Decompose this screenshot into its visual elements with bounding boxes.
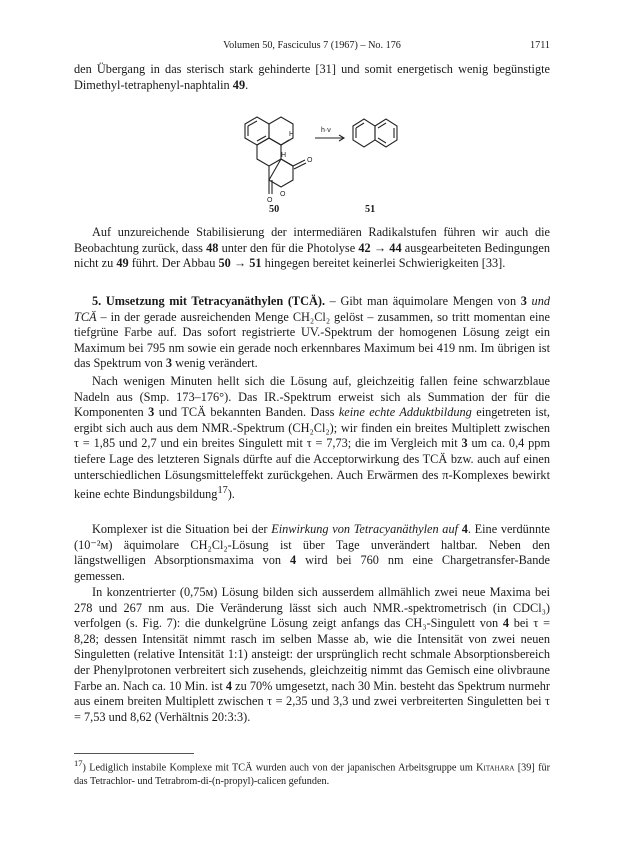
- paragraph-text: – Gibt man äquimolare Mengen von: [325, 294, 521, 308]
- journal-citation: Volumen 50, Fasciculus 7 (1967) – No. 176: [223, 40, 401, 51]
- emphasis-text: Einwirkung von Tetracyanäthylen auf: [271, 522, 459, 536]
- paragraph-text: In konzentrierter (0,75ᴍ) Lösung bilden sich ausserdem allmählich zwei neue Maxima bei 278 und 267 nm aus. Die Veränderung lässt sich auch NMR.-spektrometrisch (in CDCl₃) verfolgen (s. Fig. 7): die dunkelgrüne Lösung zeigt anfangs das CH₃-Singulett von: [74, 585, 550, 631]
- atom-o-label: O: [280, 191, 286, 198]
- section-heading: 5. Umsetzung mit Tetracyanäthylen (TCÄ).: [92, 294, 326, 308]
- compound-ref: 50: [218, 256, 231, 271]
- paragraph-text: um ca. 0,4 ppm tiefere Lage des letzteren Signals dürfte auf die Acceptorwirkung des TCÄ bzw. auch auf einen unterschiedlichen Lösungsmitteleffekt zurückgehen. Auch Erwärmen des π-Komplexes bewirkt keine echte Bindungsbildung: [74, 436, 551, 502]
- paragraph-text: ausgearbeiteten Bedingungen nicht zu: [74, 240, 550, 271]
- reaction-scheme: [215, 114, 405, 216]
- compound-label-51: 51: [365, 204, 376, 215]
- paragraph-text: – in der gerade ausreichenden Menge CH₂Cl₂ gelöst – zusammen, so tritt momentan eine tiefgrüne Farbe auf. Das sofort registrierte UV.-Spektrum der homogenen Lösung zeigt ein Maximum bei 795 nm sowie ein gerade noch erkennbares Maximum bei 419 nm. Im übrigen ist das Spektrum von: [74, 309, 550, 371]
- running-header: [74, 40, 550, 54]
- paragraph-5: [74, 585, 550, 725]
- paragraph-text: ).: [227, 487, 235, 502]
- paragraph-text: . Eine verdünnte (10⁻²ᴍ) äquimolare CH₂Cl₂-Lösung ist über Tage unverändert haltbar. Neben den längstwelligen Absorptionsmaxima von: [74, 522, 550, 568]
- paragraph-2: [74, 294, 550, 372]
- paragraph-text: Nach wenigen Minuten hellt sich die Lösung auf, gleichzeitig fallen feine schwarzblaue Nadeln aus (Smp. 173–176°). Das IR.-Spektrum erweist sich als Summation der für die Komponenten: [74, 374, 550, 420]
- emphasis-text: und TCÄ: [74, 294, 550, 324]
- arrow-symbol: →: [370, 240, 390, 255]
- paragraph-text: Auf unzureichende Stabilisierung der intermediären Radikalstufen führen wir auch die Beobachtung zurück, dass: [74, 225, 550, 255]
- footnote-ref: 17: [217, 485, 228, 497]
- compound-ref: 3: [520, 294, 527, 308]
- paragraph-text: hingegen bereitet keinerlei Schwierigkeiten [33].: [261, 256, 506, 271]
- compound-ref: 3: [165, 356, 173, 371]
- paragraph-text: .: [245, 77, 249, 92]
- paragraph-text: wenig verändert.: [172, 356, 258, 371]
- paragraph-1: [74, 225, 550, 272]
- carbonyl-bond: [294, 163, 306, 169]
- paragraph-text: bei τ = 8,28; dessen Intensität nimmt rasch im selben Masse ab, wie die Intensität von zwei neuen Singuletten (relative Intensität 1:1) ansteigt: der ursprünglich recht schmale Absorptionsbereich der Phenylprotonen verbreitert sich zusehends, gleichzeitig nimmt das Gemisch eine olivbraune Farbe an. Nach ca. 10 Min. ist: [74, 616, 551, 693]
- compound-ref: 4: [290, 553, 297, 568]
- arrow-label: h·ν: [321, 127, 331, 134]
- compound-label-50: 50: [269, 204, 280, 215]
- paragraph-text: und TCÄ bekannten Banden. Dass: [154, 405, 339, 420]
- compound-ref: 48: [206, 240, 219, 255]
- author-name: Kitahara: [476, 762, 515, 774]
- paragraph-text: eingetreten ist, ergibt sich auch aus dem NMR.-Spektrum (CH₂Cl₂); wir finden ein breites Multiplett zwischen τ = 1,85 und 2,7 und ein breites Singulett mit τ = 7,73; die im Vergleich mit: [74, 405, 550, 451]
- paragraph-4: [74, 522, 550, 584]
- footnote: [74, 757, 550, 788]
- footnote-divider: [74, 753, 194, 754]
- compound-ref: 42: [358, 240, 371, 255]
- paragraph-text: zu 70% umgesetzt, nach 30 Min. besteht das Spektrum nurmehr aus einem breiten Multiplett zwischen τ = 2,35 und 3,3 und zwei verbreiterten Singuletten bei τ = 7,53 und 8,62 (Verhältnis 20:3:3).: [74, 678, 550, 724]
- paragraph-text: wird bei 760 nm eine Chargetransfer-Bande gemessen.: [74, 553, 551, 583]
- compound-ref: 4: [502, 616, 509, 631]
- footnote-text: ) Lediglich instabile Komplexe mit TCÄ wurden auch von der japanischen Arbeitsgruppe um: [82, 762, 477, 774]
- paragraph-text: führt. Der Abbau: [128, 256, 219, 271]
- ring-50-c: [257, 138, 281, 166]
- atom-o-label: O: [307, 157, 313, 164]
- arrow-symbol: →: [230, 256, 250, 271]
- footnote-text: [39] für das Tetrachlor- und Tetrabrom-di-(n-propyl)-calicen gefunden.: [74, 762, 550, 787]
- anhydride-ring: [269, 159, 293, 187]
- atom-h-label: H: [289, 131, 295, 138]
- bond: [281, 140, 289, 145]
- compound-ref: 44: [389, 240, 402, 255]
- paragraph-text: unter den für die Photolyse: [218, 240, 359, 255]
- compound-ref: 51: [249, 256, 262, 271]
- compound-ref: 49: [232, 77, 246, 92]
- compound-ref: 4: [461, 522, 468, 536]
- atom-o-label: O: [267, 197, 273, 204]
- carbonyl-bond: [293, 160, 305, 166]
- compound-ref: 3: [148, 405, 155, 420]
- compound-ref: 49: [116, 256, 129, 271]
- paragraph-3: [74, 374, 550, 503]
- paragraph-intro: [74, 62, 550, 93]
- atom-h-label: H: [281, 152, 287, 159]
- compound-ref: 3: [461, 436, 468, 451]
- compound-ref: 4: [225, 678, 233, 693]
- page-number: 1711: [530, 40, 550, 51]
- paragraph-text: Komplexer ist die Situation bei der: [92, 522, 272, 536]
- footnote-mark: 17: [74, 758, 83, 768]
- paragraph-text: den Übergang in das sterisch stark gehinderte [31] und somit energetisch wenig begünstigte Dimethyl-tetraphenyl-naphtalin: [74, 62, 550, 92]
- emphasis-text: keine echte Adduktbildung: [338, 405, 472, 420]
